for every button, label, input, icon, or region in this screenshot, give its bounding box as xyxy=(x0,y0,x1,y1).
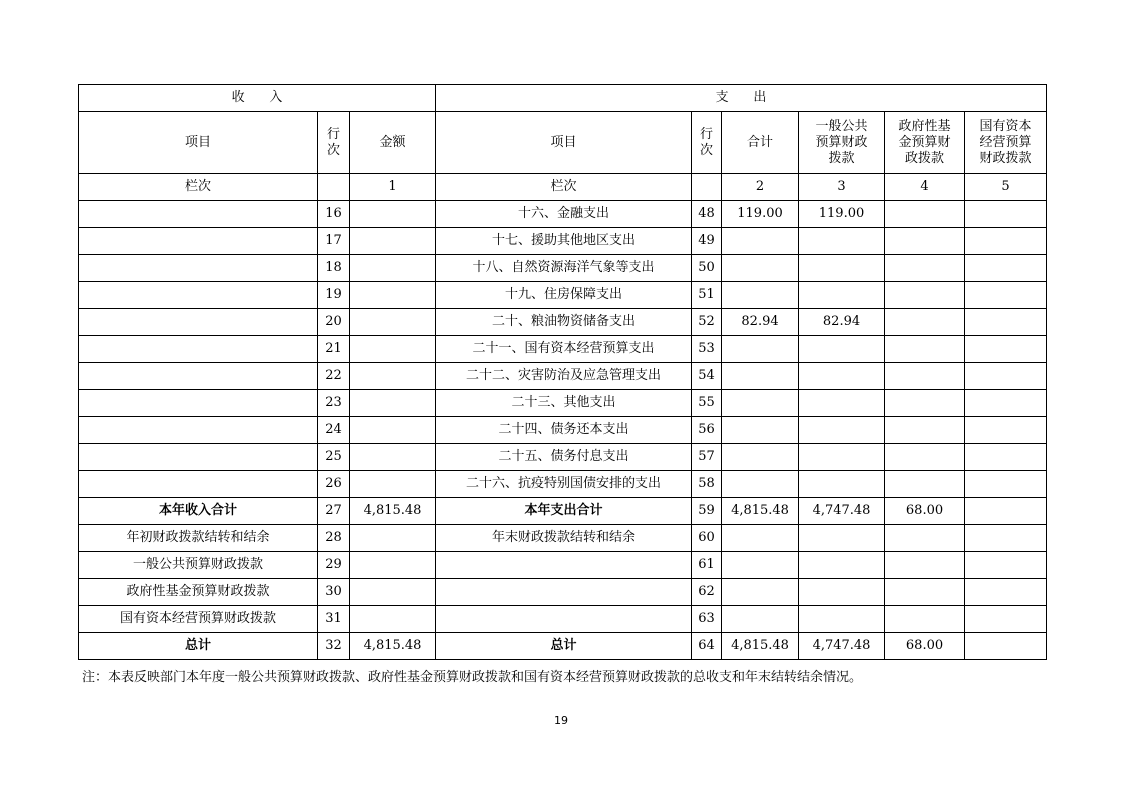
page-number: 19 xyxy=(554,714,568,727)
general-budget-cell xyxy=(799,336,885,363)
column-index-1: 1 xyxy=(350,174,436,201)
state-capital-cell xyxy=(965,525,1047,552)
total-cell xyxy=(722,282,799,309)
total-cell xyxy=(722,606,799,633)
table-note: 注：本表反映部门本年度一般公共预算财政拨款、政府性基金预算财政拨款和国有资本经营预算财政拨款的总收支和年末结转结余情况。 xyxy=(82,670,863,685)
general-budget-cell: 4,747.48 xyxy=(799,633,885,660)
general-budget-cell xyxy=(799,363,885,390)
income-row-no-cell: 27 xyxy=(318,498,350,525)
income-row-no-cell: 26 xyxy=(318,471,350,498)
gov-fund-cell: 68.00 xyxy=(885,633,965,660)
general-budget-cell xyxy=(799,525,885,552)
income-amount-cell xyxy=(350,444,436,471)
income-item-cell xyxy=(79,471,318,498)
income-row-no-header: 行 次 xyxy=(318,112,350,174)
fiscal-appropriation-table xyxy=(78,84,1047,660)
column-index-blank-right xyxy=(692,174,722,201)
income-item-cell: 国有资本经营预算财政拨款 xyxy=(79,606,318,633)
column-index-3: 3 xyxy=(799,174,885,201)
general-budget-header: 一般公共 预算财政 拨款 xyxy=(799,112,885,174)
income-row-no-cell: 25 xyxy=(318,444,350,471)
expense-header: 支 出 xyxy=(436,85,1047,112)
income-amount-cell xyxy=(350,417,436,444)
general-budget-cell: 82.94 xyxy=(799,309,885,336)
expense-row-no-cell: 54 xyxy=(692,363,722,390)
income-amount-cell xyxy=(350,363,436,390)
income-row-no-cell: 29 xyxy=(318,552,350,579)
gov-fund-cell xyxy=(885,363,965,390)
expense-row-no-header: 行 次 xyxy=(692,112,722,174)
income-item-cell: 政府性基金预算财政拨款 xyxy=(79,579,318,606)
column-index-5: 5 xyxy=(965,174,1047,201)
general-budget-cell xyxy=(799,606,885,633)
income-amount-cell xyxy=(350,255,436,282)
expense-row-no-cell: 48 xyxy=(692,201,722,228)
total-cell xyxy=(722,525,799,552)
expense-item-cell: 二十三、其他支出 xyxy=(436,390,692,417)
total-cell xyxy=(722,390,799,417)
general-budget-cell xyxy=(799,579,885,606)
income-amount-cell xyxy=(350,525,436,552)
general-budget-cell xyxy=(799,471,885,498)
expense-row-no-cell: 64 xyxy=(692,633,722,660)
gov-fund-cell xyxy=(885,444,965,471)
gov-fund-cell xyxy=(885,417,965,444)
column-index-blank-left xyxy=(318,174,350,201)
table-row xyxy=(79,282,1047,309)
income-row-no-cell: 19 xyxy=(318,282,350,309)
gov-fund-cell xyxy=(885,606,965,633)
total-cell xyxy=(722,336,799,363)
general-budget-cell xyxy=(799,228,885,255)
income-item-cell xyxy=(79,444,318,471)
expense-item-cell: 二十四、债务还本支出 xyxy=(436,417,692,444)
state-capital-cell xyxy=(965,444,1047,471)
table-row xyxy=(79,498,1047,525)
column-index-4: 4 xyxy=(885,174,965,201)
income-amount-cell xyxy=(350,309,436,336)
expense-item-cell xyxy=(436,552,692,579)
income-row-no-cell: 16 xyxy=(318,201,350,228)
income-amount-cell xyxy=(350,228,436,255)
income-item-cell xyxy=(79,390,318,417)
expense-row-no-cell: 58 xyxy=(692,471,722,498)
table-row xyxy=(79,606,1047,633)
table-row xyxy=(79,255,1047,282)
total-cell xyxy=(722,444,799,471)
table-row xyxy=(79,336,1047,363)
total-header: 合计 xyxy=(722,112,799,174)
income-item-cell xyxy=(79,309,318,336)
income-item-cell: 年初财政拨款结转和结余 xyxy=(79,525,318,552)
gov-fund-cell xyxy=(885,552,965,579)
total-cell xyxy=(722,255,799,282)
income-amount-cell: 4,815.48 xyxy=(350,633,436,660)
general-budget-cell: 119.00 xyxy=(799,201,885,228)
income-amount-cell: 4,815.48 xyxy=(350,498,436,525)
expense-row-no-cell: 60 xyxy=(692,525,722,552)
income-amount-cell xyxy=(350,471,436,498)
income-item-cell xyxy=(79,228,318,255)
expense-row-no-cell: 50 xyxy=(692,255,722,282)
expense-row-no-cell: 61 xyxy=(692,552,722,579)
income-row-no-cell: 20 xyxy=(318,309,350,336)
state-capital-cell xyxy=(965,498,1047,525)
state-capital-cell xyxy=(965,390,1047,417)
state-capital-cell xyxy=(965,282,1047,309)
table-row xyxy=(79,471,1047,498)
expense-row-no-cell: 51 xyxy=(692,282,722,309)
income-amount-cell xyxy=(350,606,436,633)
income-item-cell xyxy=(79,363,318,390)
total-cell xyxy=(722,228,799,255)
expense-item-cell: 二十六、抗疫特别国债安排的支出 xyxy=(436,471,692,498)
state-capital-cell xyxy=(965,552,1047,579)
income-row-no-cell: 18 xyxy=(318,255,350,282)
state-capital-cell xyxy=(965,255,1047,282)
expense-item-cell: 十八、自然资源海洋气象等支出 xyxy=(436,255,692,282)
income-row-no-cell: 31 xyxy=(318,606,350,633)
total-cell: 4,815.48 xyxy=(722,498,799,525)
table-row xyxy=(79,579,1047,606)
state-capital-cell xyxy=(965,579,1047,606)
state-capital-cell xyxy=(965,363,1047,390)
expense-row-no-cell: 59 xyxy=(692,498,722,525)
gov-fund-cell xyxy=(885,579,965,606)
gov-fund-cell xyxy=(885,390,965,417)
expense-item-cell: 总计 xyxy=(436,633,692,660)
gov-fund-cell: 68.00 xyxy=(885,498,965,525)
income-amount-cell xyxy=(350,552,436,579)
expense-item-cell: 十六、金融支出 xyxy=(436,201,692,228)
expense-item-cell xyxy=(436,606,692,633)
income-row-no-cell: 21 xyxy=(318,336,350,363)
general-budget-cell xyxy=(799,417,885,444)
column-index-2: 2 xyxy=(722,174,799,201)
gov-fund-cell xyxy=(885,201,965,228)
state-capital-cell xyxy=(965,471,1047,498)
gov-fund-cell xyxy=(885,255,965,282)
income-header: 收 入 xyxy=(79,85,436,112)
income-item-cell: 总计 xyxy=(79,633,318,660)
total-cell: 119.00 xyxy=(722,201,799,228)
expense-item-cell: 本年支出合计 xyxy=(436,498,692,525)
table-row xyxy=(79,444,1047,471)
total-cell: 82.94 xyxy=(722,309,799,336)
general-budget-cell: 4,747.48 xyxy=(799,498,885,525)
state-capital-cell xyxy=(965,606,1047,633)
expense-row-no-cell: 53 xyxy=(692,336,722,363)
gov-fund-cell xyxy=(885,471,965,498)
income-item-cell xyxy=(79,417,318,444)
expense-item-cell: 十九、住房保障支出 xyxy=(436,282,692,309)
total-cell xyxy=(722,363,799,390)
income-item-cell: 本年收入合计 xyxy=(79,498,318,525)
table-row xyxy=(79,525,1047,552)
income-amount-cell xyxy=(350,282,436,309)
general-budget-cell xyxy=(799,552,885,579)
state-capital-cell xyxy=(965,633,1047,660)
expense-row-no-cell: 56 xyxy=(692,417,722,444)
gov-fund-cell xyxy=(885,525,965,552)
expense-item-cell: 二十一、国有资本经营预算支出 xyxy=(436,336,692,363)
income-item-header: 项目 xyxy=(79,112,318,174)
table-row xyxy=(79,417,1047,444)
expense-row-no-cell: 62 xyxy=(692,579,722,606)
gov-fund-cell xyxy=(885,282,965,309)
income-row-no-cell: 28 xyxy=(318,525,350,552)
gov-fund-header: 政府性基 金预算财 政拨款 xyxy=(885,112,965,174)
general-budget-cell xyxy=(799,282,885,309)
state-capital-cell xyxy=(965,336,1047,363)
expense-item-cell: 十七、援助其他地区支出 xyxy=(436,228,692,255)
expense-item-cell: 二十五、债务付息支出 xyxy=(436,444,692,471)
state-capital-cell xyxy=(965,228,1047,255)
income-item-cell: 一般公共预算财政拨款 xyxy=(79,552,318,579)
state-capital-cell xyxy=(965,309,1047,336)
expense-item-cell: 二十二、灾害防治及应急管理支出 xyxy=(436,363,692,390)
section-header-row xyxy=(79,85,1047,112)
total-cell xyxy=(722,471,799,498)
income-item-cell xyxy=(79,336,318,363)
expense-item-cell: 二十、粮油物资储备支出 xyxy=(436,309,692,336)
income-item-cell xyxy=(79,282,318,309)
expense-row-no-cell: 57 xyxy=(692,444,722,471)
table-row xyxy=(79,390,1047,417)
state-capital-header: 国有资本 经营预算 财政拨款 xyxy=(965,112,1047,174)
table-row xyxy=(79,201,1047,228)
income-amount-cell xyxy=(350,390,436,417)
gov-fund-cell xyxy=(885,309,965,336)
income-row-no-cell: 22 xyxy=(318,363,350,390)
expense-item-header: 项目 xyxy=(436,112,692,174)
expense-row-no-cell: 55 xyxy=(692,390,722,417)
expense-row-no-cell: 63 xyxy=(692,606,722,633)
income-row-no-cell: 32 xyxy=(318,633,350,660)
general-budget-cell xyxy=(799,390,885,417)
state-capital-cell xyxy=(965,417,1047,444)
column-index-label-left: 栏次 xyxy=(79,174,318,201)
table-row xyxy=(79,633,1047,660)
gov-fund-cell xyxy=(885,336,965,363)
income-row-no-cell: 24 xyxy=(318,417,350,444)
income-item-cell xyxy=(79,201,318,228)
general-budget-cell xyxy=(799,444,885,471)
expense-item-cell: 年末财政拨款结转和结余 xyxy=(436,525,692,552)
total-cell xyxy=(722,579,799,606)
column-header-row xyxy=(79,112,1047,174)
total-cell xyxy=(722,417,799,444)
income-row-no-cell: 23 xyxy=(318,390,350,417)
total-cell: 4,815.48 xyxy=(722,633,799,660)
expense-row-no-cell: 52 xyxy=(692,309,722,336)
income-amount-cell xyxy=(350,579,436,606)
column-index-row xyxy=(79,174,1047,201)
total-cell xyxy=(722,552,799,579)
table-row xyxy=(79,228,1047,255)
income-amount-cell xyxy=(350,336,436,363)
expense-row-no-cell: 49 xyxy=(692,228,722,255)
income-item-cell xyxy=(79,255,318,282)
state-capital-cell xyxy=(965,201,1047,228)
income-amount-cell xyxy=(350,201,436,228)
table-row xyxy=(79,309,1047,336)
table-row xyxy=(79,552,1047,579)
column-index-label-right: 栏次 xyxy=(436,174,692,201)
income-row-no-cell: 30 xyxy=(318,579,350,606)
income-amount-header: 金额 xyxy=(350,112,436,174)
income-row-no-cell: 17 xyxy=(318,228,350,255)
gov-fund-cell xyxy=(885,228,965,255)
general-budget-cell xyxy=(799,255,885,282)
table-row xyxy=(79,363,1047,390)
expense-item-cell xyxy=(436,579,692,606)
